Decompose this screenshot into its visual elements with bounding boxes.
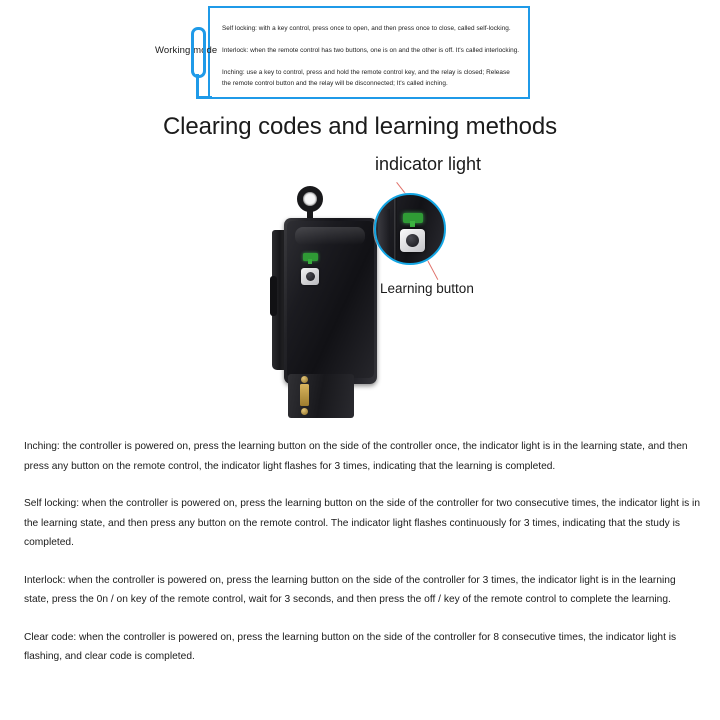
working-mode-item-interlock: Interlock: when the remote control has two buttons, one is on and the other is off. It's called interlocking.	[222, 47, 520, 55]
working-mode-label: Working mode	[155, 45, 218, 56]
device-body	[284, 218, 377, 384]
device-learning-button	[301, 268, 319, 285]
instruction-interlock: Interlock: when the controller is powered on, press the learning button on the side of the controller for 3 times, the indicator light is in the learning state, press the 0n / on key of the remote control, wait for 3 seconds, and then press the off / key of the remote control to complete the learning.	[24, 574, 676, 605]
device-indicator-light-stem	[308, 259, 312, 264]
instruction-clear-code: Clear code: when the controller is powered on, press the learning button on the side of the controller for 8 consecutive times, the indicator light is flashing, and clear code is completed.	[24, 631, 677, 662]
page-title: Clearing codes and learning methods	[162, 113, 558, 140]
working-mode-item-self-locking: Self locking: with a key control, press once to open, and then press once to close, called self-locking.	[222, 25, 511, 33]
working-mode-connector-horizontal	[196, 96, 212, 99]
device-side-tab	[270, 276, 277, 316]
connector-contact-pad	[300, 384, 309, 406]
device-body-highlight	[295, 227, 365, 245]
instructions-section	[24, 437, 700, 667]
magnifier-detail-circle	[374, 193, 446, 265]
indicator-light-label: indicator light	[375, 154, 482, 174]
connector-screw-top	[301, 376, 308, 383]
magnifier-device-rail	[378, 209, 390, 255]
learning-button-label: Learning button	[380, 281, 474, 296]
product-figure	[0, 150, 720, 430]
magnified-learning-button	[400, 229, 425, 252]
magnifier-device-seam	[394, 195, 397, 265]
instruction-inching: Inching: the controller is powered on, press the learning button on the side of the controller once, the indicator light is in the learning state, and then press any button on the remote control, the indicator light flashes for 3 times, indicating that the learning is completed.	[24, 441, 688, 472]
working-mode-item-inching: Inching: use a key to control, press and hold the remote control key, and the relay is closed; Release the remote control button and the relay will be disconnected; It's called inching.	[222, 68, 510, 87]
instruction-self-locking: Self locking: when the controller is powered on, press the learning button on the side of the controller for two consecutive times, the indicator light is in the learning state, and then press any button on the remote control. The indicator light flashes continuously for 3 times, indicating that the study is completed.	[24, 498, 701, 548]
working-mode-section	[0, 0, 720, 112]
working-mode-box	[208, 6, 530, 99]
working-mode-bracket-icon	[191, 27, 206, 78]
working-mode-list	[222, 17, 520, 89]
connector-screw-bottom	[301, 408, 308, 415]
magnified-indicator-light-stem	[410, 221, 415, 227]
device-body-face	[287, 221, 374, 378]
device-connector-block	[288, 374, 354, 418]
